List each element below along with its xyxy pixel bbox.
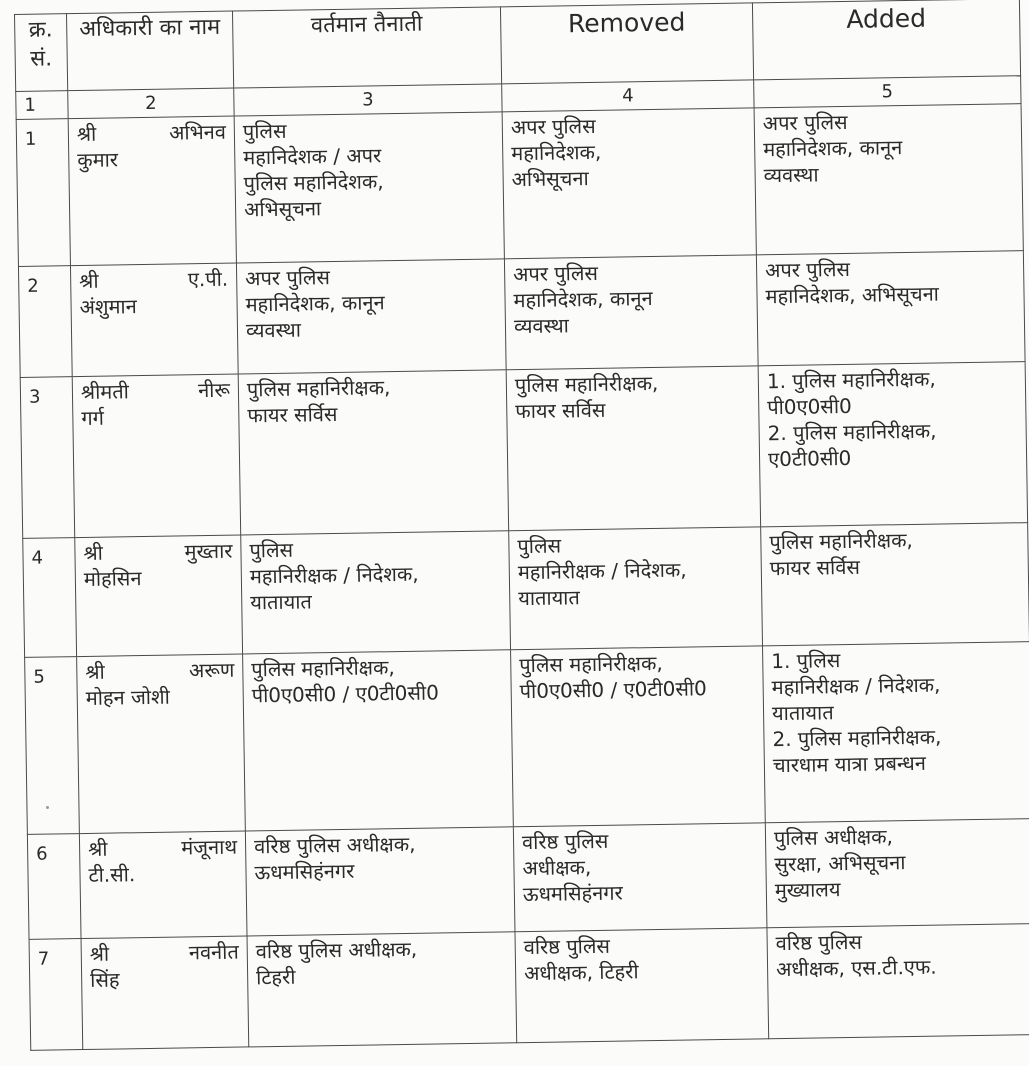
officer-name-part: सिंह xyxy=(89,967,120,993)
table-row xyxy=(27,819,1029,940)
serial-number: 1 xyxy=(16,119,70,267)
officer-name-part: नीरू xyxy=(197,378,231,403)
added-posting-line: 2. पुलिस महानिरीक्षक, xyxy=(767,418,937,446)
added-posting-cell xyxy=(756,251,1025,366)
added-posting-line: पुलिस महानिरीक्षक, xyxy=(769,528,914,555)
removed-posting-line: फायर सर्विस xyxy=(515,398,606,424)
removed-posting-line: अधीक्षक, xyxy=(522,855,592,881)
removed-posting-cell xyxy=(511,646,766,827)
removed-posting-line: महानिदेशक, xyxy=(511,140,602,166)
added-posting-line: 1. पुलिस xyxy=(771,648,841,674)
current-posting-cell xyxy=(241,531,511,654)
header-added: Added xyxy=(752,0,1020,80)
current-posting-cell xyxy=(234,112,504,263)
officer-name-part: नवनीत xyxy=(188,939,239,965)
officer-name-part: अभिनव xyxy=(168,120,227,145)
header-removed: Removed xyxy=(500,3,753,84)
added-posting-cell xyxy=(765,819,1029,928)
officer-name-part: ए.पी. xyxy=(187,267,229,292)
officer-name-part: टी.सी. xyxy=(88,862,136,888)
added-posting-line: मुख्यालय xyxy=(774,877,841,903)
added-posting-cell xyxy=(767,924,1029,1039)
table-row xyxy=(16,104,1023,267)
officer-name-part: श्रीमती xyxy=(80,379,130,405)
removed-posting-line: वरिष्ठ पुलिस xyxy=(521,829,609,855)
current-posting-line: यातायात xyxy=(250,589,313,615)
table-row xyxy=(20,362,1027,539)
column-number: 5 xyxy=(754,76,1021,109)
added-posting-line: अपर पुलिस xyxy=(762,110,848,136)
current-posting-line: पुलिस महानिरीक्षक, xyxy=(251,655,395,682)
officer-name-cell xyxy=(75,535,243,657)
removed-posting-cell xyxy=(513,823,767,932)
removed-posting-line: अधीक्षक, टिहरी xyxy=(523,959,639,986)
current-posting-line: पुलिस xyxy=(242,119,287,144)
officer-name-cell xyxy=(72,374,241,538)
added-posting-line: व्यवस्था xyxy=(763,162,819,188)
officer-name-part: मोहसिन xyxy=(83,566,142,592)
removed-posting-line: ऊधमसिहंनगर xyxy=(522,880,623,907)
officer-name-part: अरूण xyxy=(188,658,235,683)
current-posting-cell xyxy=(236,259,506,374)
added-posting-cell xyxy=(763,642,1029,823)
current-posting-line: महानिदेशक / अपर xyxy=(243,143,382,170)
officer-name-cell xyxy=(68,116,236,266)
serial-number: 3 xyxy=(20,377,75,539)
officer-name-part: श्री xyxy=(76,122,97,147)
added-posting-line: महानिरीक्षक / निदेशक, xyxy=(771,672,941,700)
removed-posting-cell xyxy=(515,928,769,1043)
table-row xyxy=(25,642,1029,835)
current-posting-line: वरिष्ठ पुलिस अधीक्षक, xyxy=(255,937,418,964)
removed-posting-line: पुलिस महानिरीक्षक, xyxy=(519,651,663,678)
current-posting-cell xyxy=(238,370,508,535)
removed-posting-line: वरिष्ठ पुलिस xyxy=(523,934,611,960)
column-number: 3 xyxy=(234,84,502,117)
officer-name-part: श्री xyxy=(85,660,105,685)
removed-posting-line: पुलिस xyxy=(517,533,562,559)
current-posting-line: अपर पुलिस xyxy=(244,265,331,291)
added-posting-line: अपर पुलिस xyxy=(764,257,851,283)
serial-number: 5 xyxy=(25,657,80,835)
officer-name-cell xyxy=(77,654,246,834)
serial-number: 2 xyxy=(18,266,72,378)
added-posting-line: पुलिस अधीक्षक, xyxy=(773,824,894,851)
removed-posting-cell xyxy=(504,255,758,370)
header-current-posting: वर्तमान तैनाती xyxy=(232,7,501,88)
added-posting-line: वरिष्ठ पुलिस xyxy=(775,930,863,956)
current-posting-line: पुलिस xyxy=(249,538,294,563)
removed-posting-cell xyxy=(509,527,763,650)
current-posting-line: फायर सर्विस xyxy=(247,402,338,428)
officer-name-part: गर्ग xyxy=(81,406,105,431)
officer-name-part: मुख्तार xyxy=(184,539,233,564)
current-posting-cell xyxy=(243,650,514,831)
removed-posting-cell xyxy=(502,108,756,259)
added-posting-line: ए0टी0सी0 xyxy=(767,446,852,472)
table-row xyxy=(23,523,1029,658)
current-posting-line: पुलिस महानिदेशक, xyxy=(243,169,384,196)
added-posting-line: फायर सर्विस xyxy=(769,555,861,581)
added-posting-line: सुरक्षा, अभिसूचना xyxy=(774,850,906,877)
officer-name-part: श्री xyxy=(79,269,99,294)
serial-number: 7 xyxy=(29,939,83,1051)
officer-name-part: अंशुमान xyxy=(79,294,137,320)
added-posting-line: 2. पुलिस महानिरीक्षक, xyxy=(772,724,942,752)
officer-name-part: मंजूनाथ xyxy=(181,834,238,860)
column-number: 4 xyxy=(502,80,754,112)
added-posting-line: अधीक्षक, एस.टी.एफ. xyxy=(775,955,937,982)
current-posting-cell xyxy=(245,827,515,936)
current-posting-line: वरिष्ठ पुलिस अधीक्षक, xyxy=(253,832,416,859)
added-posting-line: यातायात xyxy=(771,700,834,726)
serial-number: 4 xyxy=(23,538,77,658)
header-officer-name: अधिकारी का नाम xyxy=(67,11,234,91)
current-posting-line: व्यवस्था xyxy=(245,317,302,343)
removed-posting-line: अपर पुलिस xyxy=(512,261,599,287)
scan-speck xyxy=(46,806,49,809)
current-posting-line: महानिरीक्षक / निदेशक, xyxy=(249,562,419,589)
current-posting-line: टिहरी xyxy=(255,965,296,990)
removed-posting-line: पी0ए0सी0 / ए0टी0सी0 xyxy=(519,676,707,704)
added-posting-line: पी0ए0सी0 xyxy=(767,394,852,420)
removed-posting-line: महानिदेशक, कानून xyxy=(513,286,653,313)
added-posting-line: महानिदेशक, अभिसूचना xyxy=(765,281,940,309)
added-posting-line: चारधाम यात्रा प्रबन्धन xyxy=(772,751,927,778)
serial-number: 6 xyxy=(27,834,81,940)
removed-posting-line: महानिरीक्षक / निदेशक, xyxy=(517,557,687,585)
officer-name-part: मोहन जोशी xyxy=(85,685,170,711)
column-number: 2 xyxy=(68,88,234,119)
officer-transfer-table xyxy=(14,0,1029,1051)
officer-name-part: श्री xyxy=(83,541,104,566)
added-posting-line: 1. पुलिस महानिरीक्षक, xyxy=(766,366,936,394)
officer-name-part: श्री xyxy=(87,837,108,862)
officer-name-cell xyxy=(79,831,247,939)
current-posting-line: ऊधमसिहंनगर xyxy=(254,859,355,885)
added-posting-line: महानिदेशक, कानून xyxy=(763,135,903,162)
officer-name-part: कुमार xyxy=(77,147,119,173)
current-posting-cell xyxy=(247,932,517,1047)
current-posting-line: पुलिस महानिरीक्षक, xyxy=(246,375,391,402)
removed-posting-line: व्यवस्था xyxy=(513,313,570,339)
table-row xyxy=(29,924,1029,1051)
added-posting-cell xyxy=(754,104,1023,255)
current-posting-line: पी0ए0सी0 / ए0टी0सी0 xyxy=(251,680,440,708)
added-posting-cell xyxy=(758,362,1027,527)
removed-posting-line: अपर पुलिस xyxy=(510,114,596,140)
removed-posting-line: अभिसूचना xyxy=(511,166,589,192)
removed-posting-line: पुलिस महानिरीक्षक, xyxy=(514,371,659,398)
header-serial: क्र. सं. xyxy=(15,14,68,92)
removed-posting-cell xyxy=(506,366,760,531)
table-row xyxy=(18,251,1025,378)
officer-name-cell xyxy=(70,263,238,377)
removed-posting-line: यातायात xyxy=(518,585,580,611)
added-posting-cell xyxy=(761,523,1029,646)
current-posting-line: अभिसूचना xyxy=(243,196,322,222)
officer-name-part: श्री xyxy=(89,942,110,967)
column-number: 1 xyxy=(16,91,68,120)
current-posting-line: महानिदेशक, कानून xyxy=(245,290,385,317)
officer-name-cell xyxy=(81,936,249,1050)
